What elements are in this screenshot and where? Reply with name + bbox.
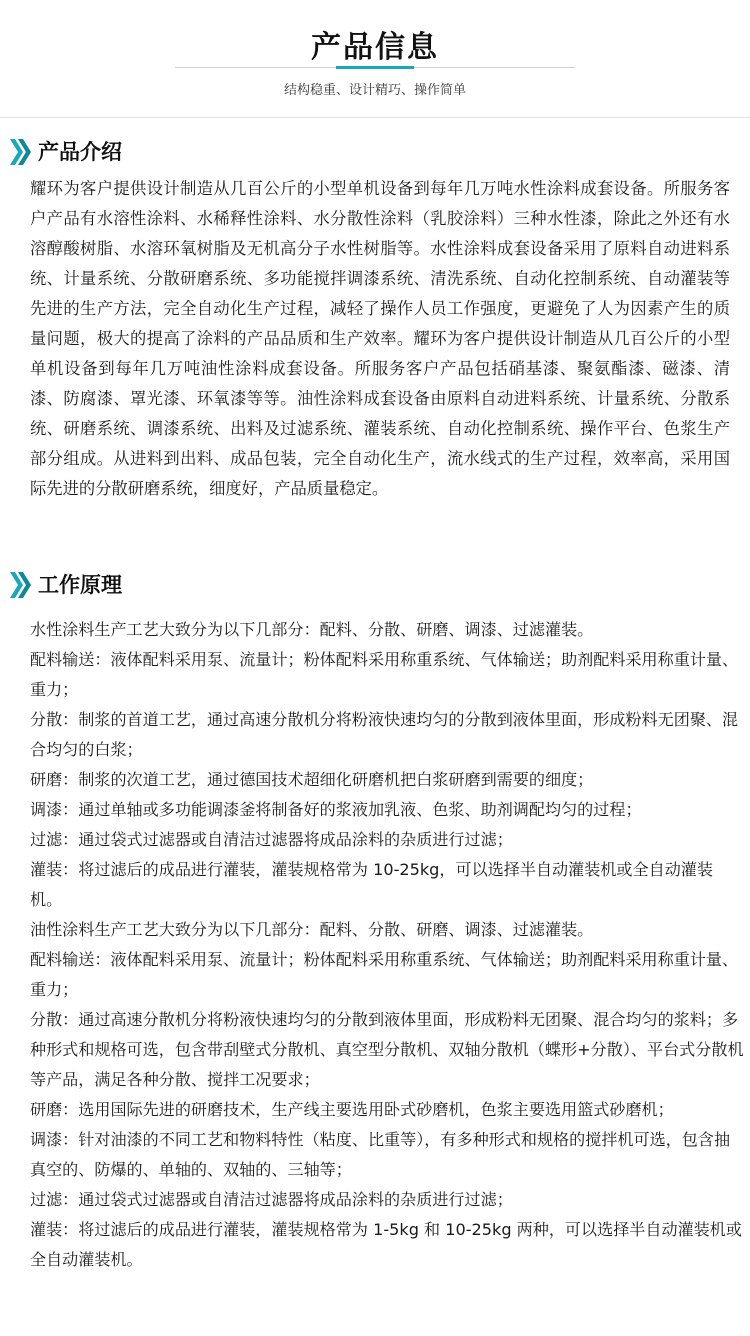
double-chevron-right-icon bbox=[10, 572, 32, 598]
principle-line: 研磨：制浆的次道工艺，通过德国技术超细化研磨机把白浆研磨到需要的细度； bbox=[30, 770, 594, 789]
principle-line: 过滤：通过袋式过滤器或自清洁过滤器将成品涂料的杂质进行过滤； bbox=[30, 830, 513, 849]
principle-line: 过滤：通过袋式过滤器或自清洁过滤器将成品涂料的杂质进行过滤； bbox=[30, 1190, 513, 1209]
page-subtitle: 结构稳重、设计精巧、操作简单 bbox=[283, 83, 466, 98]
section-title-principle: 工作原理 bbox=[38, 573, 122, 597]
principle-line: 灌装：将过滤后的成品进行灌装，灌装规格常为 1-5kg 和 10-25kg 两种，可以选择半自动灌装机或全自动灌装机。 bbox=[30, 1220, 742, 1269]
principle-line: 配料输送：液体配料采用泵、流量计；粉体配料采用称重系统、气体输送；助剂配料采用称重计量、重力； bbox=[30, 950, 739, 999]
principle-line: 油性涂料生产工艺大致分为以下几部分：配料、分散、研磨、调漆、过滤灌装。 bbox=[30, 920, 594, 939]
page-header bbox=[0, 0, 750, 118]
principle-line: 研磨：选用国际先进的研磨技术，生产线主要选用卧式砂磨机，色浆主要选用篮式砂磨机； bbox=[30, 1100, 674, 1119]
principle-line: 分散：通过高速分散机分将粉液快速均匀的分散到液体里面，形成粉料无团聚、混合均匀的浆料；多种形式和规格可选，包含带刮壁式分散机、真空型分散机、双轴分散机（蝶形+分散）、平台式分散机等产品，满足各种分散、搅拌工况要求； bbox=[30, 1010, 744, 1089]
principle-line: 调漆：针对油漆的不同工艺和物料特性（粘度、比重等），有多种形式和规格的搅拌机可选，包含抽真空的、防爆的、单轴的、双轴的、三轴等； bbox=[30, 1130, 731, 1179]
principle-line: 灌装：将过滤后的成品进行灌装，灌装规格常为 10-25kg，可以选择半自动灌装机或全自动灌装机。 bbox=[30, 860, 713, 909]
principle-line: 调漆：通过单轴或多功能调漆釜将制备好的浆液加乳液、色浆、助剂调配均匀的过程； bbox=[30, 800, 642, 819]
double-chevron-right-icon bbox=[10, 139, 32, 165]
page-title: 产品信息 bbox=[311, 30, 439, 65]
header-divider bbox=[0, 117, 750, 118]
principle-line: 分散：制浆的首道工艺，通过高速分散机分将粉液快速均匀的分散到液体里面，形成粉料无团聚、混合均匀的白浆； bbox=[30, 710, 739, 759]
principle-body bbox=[30, 615, 745, 1275]
title-accent-bar bbox=[336, 66, 414, 69]
intro-paragraph: 耀环为客户提供设计制造从几百公斤的小型单机设备到每年几万吨水性涂料成套设备。所服务客户产品有水溶性涂料、水稀释性涂料、水分散性涂料（乳胶涂料）三种水性漆，除此之外还有水溶醇酸树脂、水溶环氧树脂及无机高分子水性树脂等。水性涂料成套设备采用了原料自动进料系统、计量系统、分散研磨系统、多功能搅拌调漆系统、清洗系统、自动化控制系统、自动灌装等先进的生产方法，完全自动化生产过程，减轻了操作人员工作强度，更避免了人为因素产生的质量问题，极大的提高了涂料的产品品质和生产效率。耀环为客户提供设计制造从几百公斤的小型单机设备到每年几万吨油性涂料成套设备。所服务客户产品包括硝基漆、聚氨酯漆、磁漆、清漆、防腐漆、罩光漆、环氧漆等等。油性涂料成套设备由原料自动进料系统、计量系统、分散系统、研磨系统、调漆系统、出料及过滤系统、灌装系统、自动化控制系统、操作平台、色浆生产部分组成。从进料到出料、成品包装，完全自动化生产，流水线式的生产过程，效率高，采用国际先进的分散研磨系统，细度好，产品质量稳定。 bbox=[30, 179, 730, 498]
principle-line: 水性涂料生产工艺大致分为以下几部分：配料、分散、研磨、调漆、过滤灌装。 bbox=[30, 620, 594, 639]
principle-line: 配料输送：液体配料采用泵、流量计；粉体配料采用称重系统、气体输送；助剂配料采用称重计量、重力； bbox=[30, 650, 739, 699]
section-title-intro: 产品介绍 bbox=[38, 140, 122, 164]
